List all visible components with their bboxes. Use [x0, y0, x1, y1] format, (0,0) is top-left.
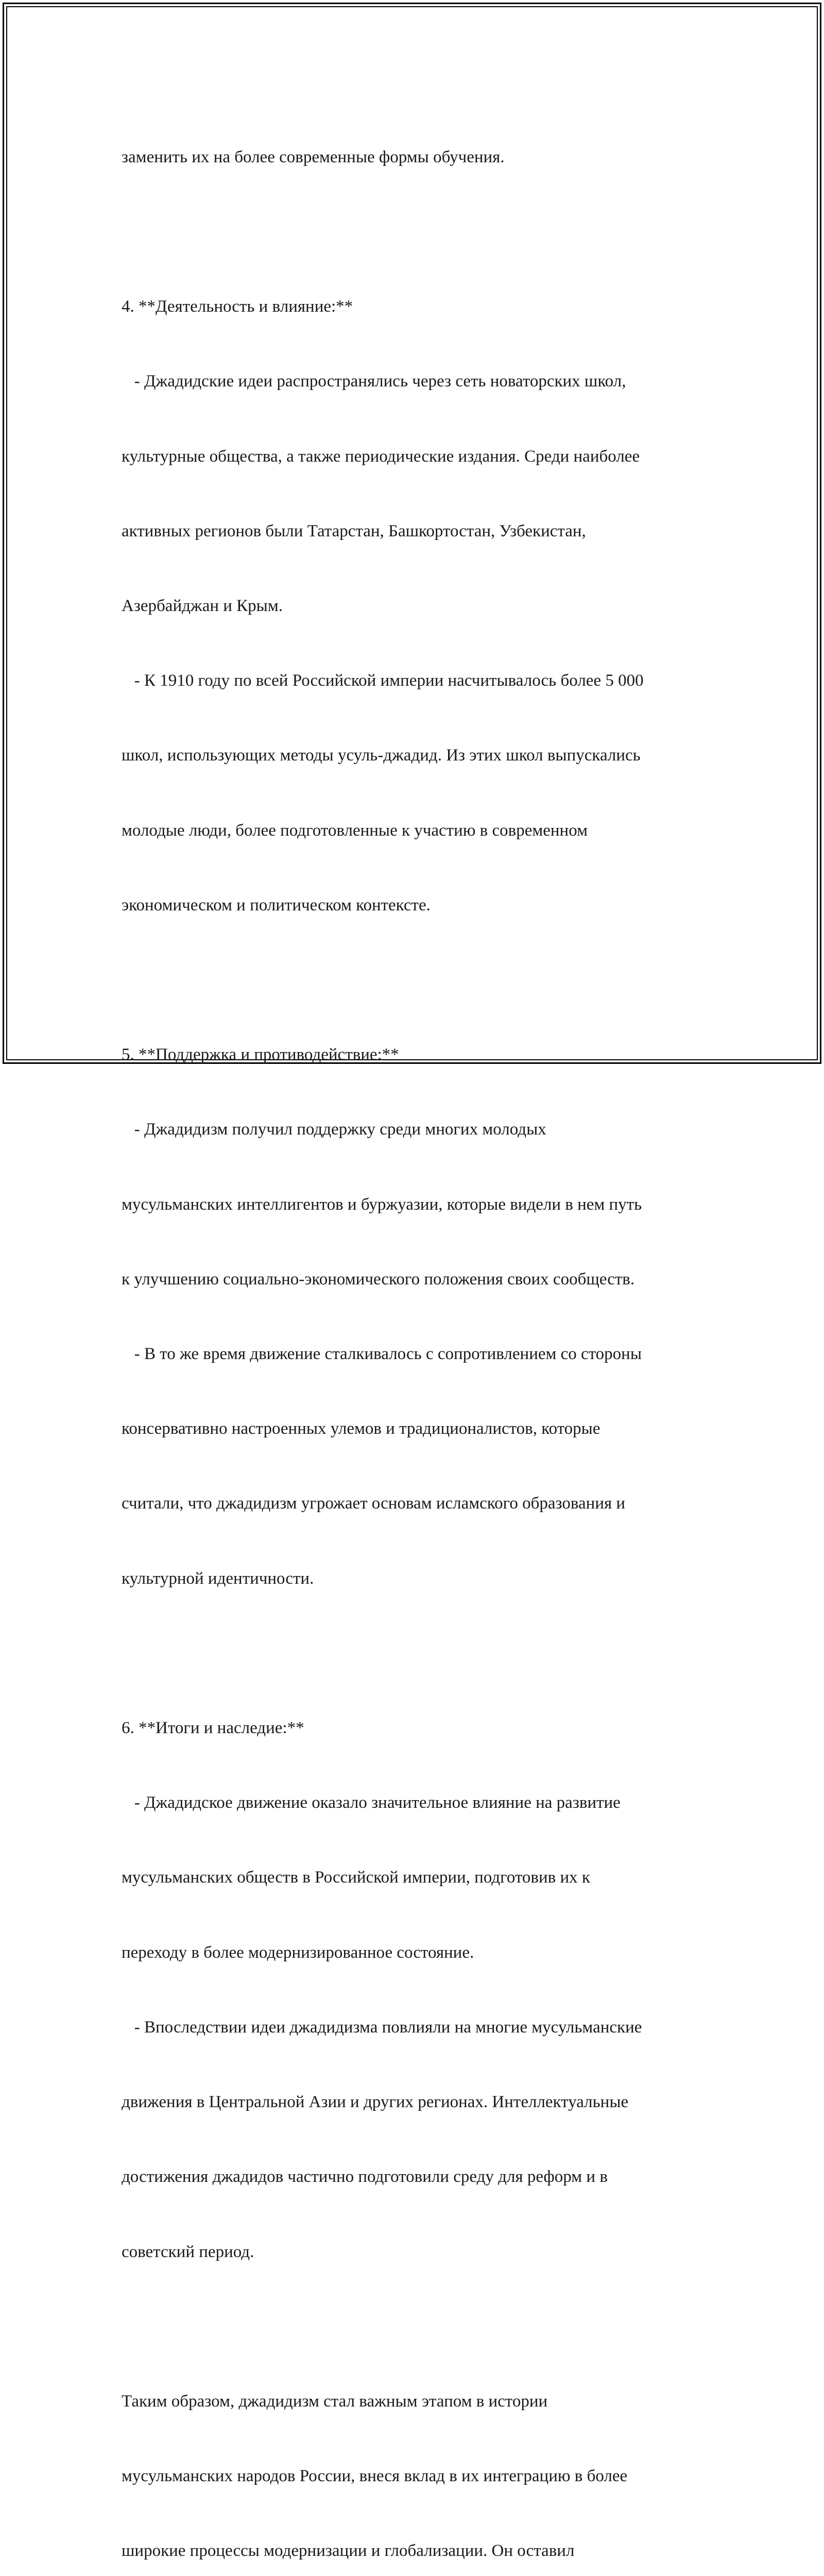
text-line: активных регионов были Татарстан, Башкортостан, Узбекистан, — [122, 521, 586, 540]
text-line: заменить их на более современные формы обучения. — [122, 147, 505, 166]
section-heading-6: 6. **Итоги и наследие:** — [122, 1719, 304, 1738]
text-line: мусульманских интеллигентов и буржуазии, которые видели в нем путь — [122, 1195, 642, 1214]
text-line: - Джадидские идеи распространялись через сеть новаторских школ, — [122, 372, 626, 391]
text-line: переходу в более модернизированное состояние. — [122, 1943, 474, 1962]
section-heading-5: 5. **Поддержка и противодействие:** — [122, 1045, 399, 1064]
text-line: экономическом и политическом контексте. — [122, 895, 431, 914]
document-body — [122, 95, 719, 2576]
blank-line — [122, 1641, 719, 1666]
text-line: считали, что джадидизм угрожает основам исламского образования и — [122, 1494, 626, 1513]
text-line: Азербайджан и Крым. — [122, 597, 283, 616]
text-line: - К 1910 году по всей Российской империи насчитывалось более 5 000 — [122, 671, 644, 690]
conclusion-line: мусульманских народов России, внеся вклад в их интеграцию в более — [122, 2467, 628, 2486]
text-line: культурные общества, а также периодические издания. Среди наиболее — [122, 447, 640, 466]
text-line: школ, использующих методы усуль-джадид. Из этих школ выпускались — [122, 746, 641, 765]
text-line: консервативно настроенных улемов и традиционалистов, которые — [122, 1419, 600, 1438]
blank-line — [122, 2314, 719, 2339]
text-line: к улучшению социально-экономического положения своих сообществ. — [122, 1269, 635, 1289]
text-line: молодые люди, более подготовленные к участию в современном — [122, 821, 588, 840]
text-line: достижения джадидов частично подготовили среду для реформ и в — [122, 2167, 608, 2187]
blank-line — [122, 219, 719, 244]
text-line: - Джадидизм получил поддержку среди многих молодых — [122, 1120, 546, 1139]
text-line: мусульманских обществ в Российской империи, подготовив их к — [122, 1868, 590, 1887]
blank-line — [122, 968, 719, 992]
section-heading-4: 4. **Деятельность и влияние:** — [122, 297, 353, 316]
conclusion-line: Таким образом, джадидизм стал важным этапом в истории — [122, 2392, 548, 2411]
text-line: движения в Центральной Азии и других регионах. Интеллектуальные — [122, 2093, 629, 2112]
text-line: культурной идентичности. — [122, 1569, 314, 1588]
text-line: - Впоследствии идеи джадидизма повлияли на многие мусульманские — [122, 2018, 642, 2037]
conclusion-line: широкие процессы модернизации и глобализации. Он оставил — [122, 2541, 575, 2561]
text-line: - Джадидское движение оказало значительное влияние на развитие — [122, 1793, 621, 1812]
text-line: - В то же время движение сталкивалось с сопротивлением со стороны — [122, 1345, 642, 1364]
text-line: советский период. — [122, 2242, 254, 2261]
